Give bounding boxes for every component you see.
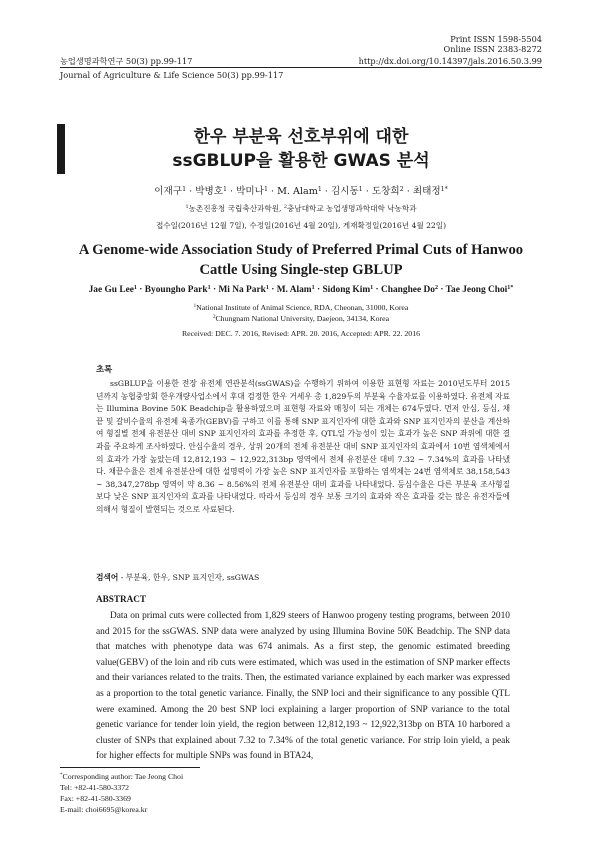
author-separator: · [362, 186, 372, 197]
online-issn: Online ISSN 2383-8272 [443, 44, 542, 54]
author-affiliation-marker: 1 [311, 285, 315, 291]
keywords-label: 검색어 [96, 573, 119, 582]
author-separator: · [268, 285, 277, 295]
header-rule [60, 67, 542, 68]
author-separator: · [321, 186, 331, 197]
author-separator: · [186, 186, 196, 197]
author-name: Mi Na Park [218, 285, 266, 295]
author-name: 최태정 [412, 186, 441, 197]
doi-link[interactable]: http://dx.doi.org/10.14397/jals.2016.50.3.99 [358, 56, 542, 66]
author-affiliation-marker: 2 [434, 285, 438, 291]
author-affiliation-marker: 1 [317, 186, 322, 193]
print-issn: Print ISSN 1598-5504 [450, 34, 542, 44]
author-affiliation-marker: 1 [265, 285, 269, 291]
author-name: Byoungho Park [144, 285, 208, 295]
journal-korean: 농업생명과학연구 50(3) pp.99-117 [60, 56, 193, 66]
korean-title [60, 125, 542, 173]
affil-marker: 2 [283, 204, 288, 210]
email[interactable]: E-mail: choi6695@korea.kr [60, 805, 148, 814]
korean-abstract-heading: 초록 [96, 364, 113, 374]
author-affiliation-marker: 1* [507, 285, 514, 291]
english-dates: Received: DEC. 7. 2016, Revised: APR. 20. 2016, Accepted: APR. 22. 2016 [181, 329, 420, 338]
footnote [60, 771, 183, 815]
issn-block [444, 34, 542, 54]
english-title-line2: Cattle Using Single-step GBLUP [199, 262, 403, 278]
keywords-text: - 부분육, 한우, SNP 표지인자, ssGWAS [118, 573, 260, 582]
author-name: M. Alam [277, 186, 318, 197]
english-title-line1: A Genome-wide Association Study of Preferred Primal Cuts of Hanwoo [78, 242, 524, 258]
english-affil-2: $^2$Chungnam National University, Daejeon, 34134, Korea [212, 313, 390, 323]
author-affiliation-marker: 1 [207, 285, 211, 291]
affil-2: 충남대학교 농업생명과학대학 낙농학과 [287, 204, 417, 213]
author-affiliation-marker: 1 [182, 186, 187, 193]
telephone: Tel: +82-41-580-3372 [60, 783, 130, 792]
author-separator: · [314, 285, 323, 295]
fax: Fax: +82-41-580-3369 [60, 794, 131, 803]
english-affil-1: $^1$National Institute of Animal Science, RDA, Cheonan, 31000, Korea [193, 303, 409, 312]
affil-marker: 1 [185, 204, 189, 210]
author-name: Changhee Do [381, 285, 435, 295]
affil-1: 농촌진흥청 국립축산과학원, [188, 204, 284, 213]
author-name: Sidong Kim [322, 285, 371, 295]
author-separator: · [136, 285, 145, 295]
footnote-rule [60, 767, 200, 768]
korean-dates: 접수일(2016년 12월 7일), 수정일(2016년 4월 20일), 게재확정일(2016년 4월 22일) [155, 221, 447, 230]
author-separator: · [437, 285, 446, 295]
english-authors [60, 285, 542, 295]
author-affiliation-marker: 1 [358, 186, 363, 193]
english-abstract-heading: ABSTRACT [96, 594, 147, 604]
author-name: Jae Gu Lee [88, 285, 134, 295]
english-title [60, 240, 542, 280]
author-affiliation-marker: 1 [223, 186, 227, 193]
author-name: 도창희 [371, 186, 400, 197]
author-name: 박미나 [236, 186, 264, 197]
author-separator: · [373, 285, 382, 295]
author-name: Tae Jeong Choi [445, 285, 508, 295]
author-name: 박병호 [195, 186, 224, 197]
author-separator: · [267, 186, 278, 197]
keywords [96, 572, 259, 583]
english-affiliations [60, 303, 542, 324]
author-affiliation-marker: 2 [399, 186, 404, 193]
author-name: 김시동 [330, 186, 359, 197]
author-separator: · [403, 186, 413, 197]
corresponding-author: *Corresponding author: Tae Jeong Choi [60, 772, 184, 781]
journal-english: Journal of Agriculture & Life Science 50(3) pp.99-117 [60, 70, 284, 80]
author-affiliation-marker: 1* [440, 186, 448, 193]
korean-authors [60, 183, 542, 197]
author-affiliation-marker: 1 [263, 186, 268, 193]
author-affiliation-marker: 1 [370, 285, 374, 291]
korean-title-line1: 한우 부분육 선호부위에 대한 [193, 127, 409, 147]
author-separator: · [226, 186, 237, 197]
author-affiliation-marker: 1 [133, 285, 137, 291]
english-abstract-body: Data on primal cuts were collected from 1,829 steers of Hanwoo progeny testing programs, between 2010 and 2015 for the ssGWAS. SNP data were analyzed by using Illumina Bovine 50K Beadchip. The SNP data that matches with phenotype data was 674 animals. As a first step, the genomic estimated breeding value(GEBV) of the loin and rib cuts were estimated, which was used in the estimation of SNP marker effects and their variances related to the traits. Then, the estimated variance explained by each marker was expressed as a proportion to the total genetic variance. Finally, the SNP loci and their significance to any possible QTL were examined. Among the 20 best SNP loci explaining a larger proportion of SNP variance to the total genetic variance for tender loin yield, the region between 12,812,193 ~ 12,922,313bp on BTA 10 harbored a cluster of SNPs that explained about 7.32 to 7.34% of the total genetic variance. For strip loin yield, a peak for higher effects for multiple SNPs was found in BTA24, [96, 611, 510, 762]
korean-abstract-body: ssGBLUP을 이용한 전장 유전체 연관분석(ssGWAS)을 수행하기 위하여 이용한 표현형 자료는 2010년도부터 2015년까지 농협중앙회 한우개량사업소에서 후대 검정한 한우 거세우 총 1,829두의 부분육 수율자료를 이용하였다. 유전체 자료는 Illumina Bovine 50K Beadchip을 활용하였으며 표현형 자료와 매칭이 되는 개체는 674두였다. 먼저 안심, 등심, 채끝 및 갈비수율의 유전체 육종가(GEBV)를 구하고 이를 통해 SNP 표지인자에 대한 효과와 SNP 표지인자의 분산을 계산하여 형질별 전체 유전분산 대비 SNP 표지인자의 효과를 추정한 후, QTL일 가능성이 있는 효과가 높은 SNP 좌위에 대한 결과를 주요하게 조사하였다. 안심수율의 경우, 상위 20개의 전체 유전분산 대비 SNP 표지인자의 효과에서 10번 염색체에서의 효과가 가장 높았는데 12,812,193 ~ 12,922,313bp 영역에서 전체 유전분산 대비 7.32 ~ 7.34%의 효과를 나타냈다. 채끝수율은 전체 유전분산에 대한 설명력이 가장 높은 SNP 표지인자를 포함하는 염색체는 24번 염색체로 38,158,543 ~ 38,347,278bp 영역이 약 8.36 ~ 8.56%의 전체 유전분산 대비 효과를 나타내었다. 등심수율은 다른 부분육 조사형질보다 낮은 SNP 표지인자의 효과를 나타내었다. 따라서 등심의 경우 보통 크기의 효과와 작은 효과를 갖는 많은 유전자들에 의해서 형질이 발현되는 것으로 사료된다. [96, 379, 510, 514]
author-name: 이재구 [154, 186, 183, 197]
korean-title-line2: ssGBLUP을 활용한 GWAS 분석 [172, 151, 430, 171]
author-name: M. Alam [276, 285, 312, 295]
korean-affiliations [60, 203, 542, 214]
author-separator: · [210, 285, 219, 295]
